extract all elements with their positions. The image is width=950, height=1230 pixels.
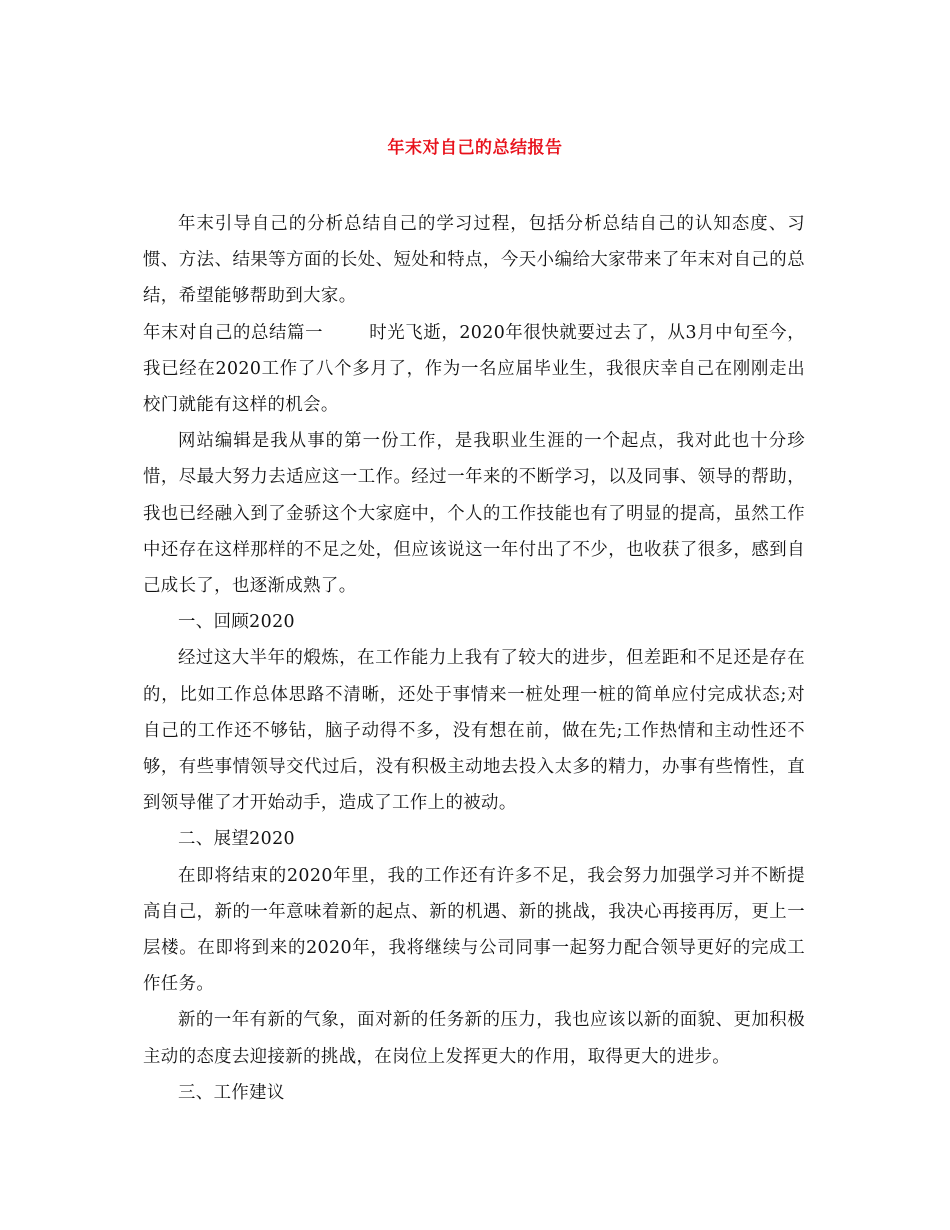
intro-paragraph: 年末引导自己的分析总结自己的学习过程，包括分析总结自己的认知态度、习惯、方法、结果等方面的长处、短处和特点，今天小编给大家带来了年末对自己的总结，希望能够帮助到大家。 (143, 214, 805, 307)
document-body (143, 206, 805, 1111)
section-one-paragraph (143, 315, 805, 424)
outlook-paragraph: 在即将结束的2020年里，我的工作还有许多不足，我会努力加强学习并不断提高自己，新的一年意味着新的起点、新的机遇、新的挑战，我决心再接再厉，更上一层楼。在即将到来的2020年，我将继续与公司同事一起努力配合领导更好的完成工作任务。 (143, 865, 805, 995)
suggestions-heading: 三、工作建议 (178, 1082, 285, 1103)
website-editor-paragraph: 网站编辑是我从事的第一份工作，是我职业生涯的一个起点，我对此也十分珍惜，尽最大努力去适应这一工作。经过一年来的不断学习，以及同事、领导的帮助，我也已经融入到了金骄这个大家庭中，个人的工作技能也有了明显的提高，虽然工作中还存在这样那样的不足之处，但应该说这一年付出了不少，也收获了很多，感到自己成长了，也逐渐成熟了。 (143, 431, 805, 597)
new-year-paragraph: 新的一年有新的气象，面对新的任务新的压力，我也应该以新的面貌、更加积极主动的态度去迎接新的挑战，在岗位上发挥更大的作用，取得更大的进步。 (143, 1010, 805, 1067)
review-heading: 一、回顾2020 (178, 612, 296, 633)
section-one-text: 时光飞逝，2020年很快就要过去了，从3月中旬至今，我已经在2020工作了八个多月了，作为一名应届毕业生，我很庆幸自己在刚刚走出校门就能有这样的机会。 (143, 322, 805, 416)
outlook-heading: 二、展望2020 (178, 829, 296, 850)
section-one-heading: 年末对自己的总结篇一 (143, 322, 324, 343)
document-title: 年末对自己的总结报告 (387, 138, 563, 158)
review-paragraph: 经过这大半年的煅炼，在工作能力上我有了较大的进步，但差距和不足还是存在的，比如工作总体思路不清晰，还处于事情来一桩处理一桩的简单应付完成状态;对自己的工作还不够钻，脑子动得不多，没有想在前，做在先;工作热情和主动性还不够，有些事情领导交代过后，没有积极主动地去投入太多的精力，办事有些惰性，直到领导催了才开始动手，造成了工作上的被动。 (143, 648, 805, 814)
